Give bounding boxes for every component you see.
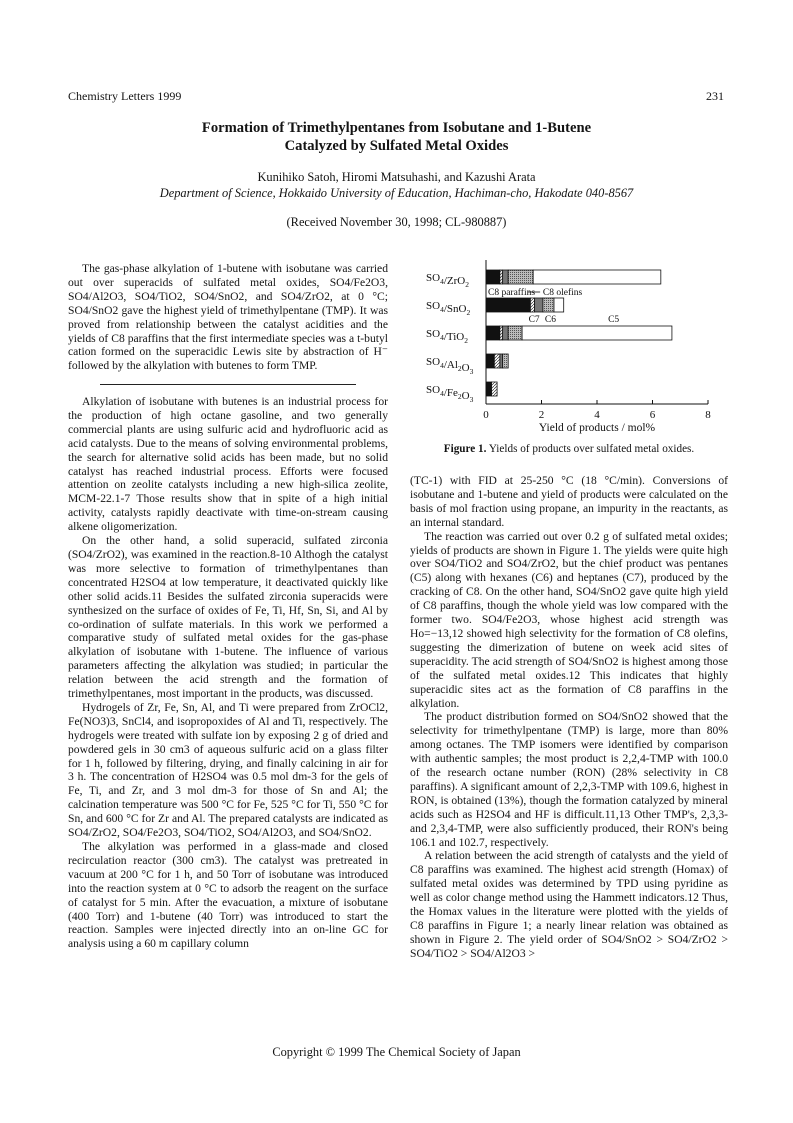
x-tick-label: 2	[538, 409, 545, 421]
category-label: $SO_4/Fe_2O_3$	[426, 384, 474, 404]
bar-segment	[535, 298, 543, 312]
bar-segment	[500, 270, 503, 284]
annotation-c5: C5	[608, 315, 620, 325]
x-tick-label: 4	[594, 409, 600, 421]
figure-1-chart	[410, 260, 728, 435]
body-paragraph: (TC-1) with FID at 25-250 °C (18 °C/min). Conversions of isobutane and 1-butene and yield of products were calculated on the basis of mol fraction using propane, an impurity in the reactants, as an internal standard.	[410, 474, 728, 529]
bar-segment	[486, 354, 494, 368]
bar-segment	[554, 298, 564, 312]
category-label: $SO_4/TiO_2$	[426, 328, 468, 345]
x-tick-label: 6	[649, 409, 656, 421]
body-paragraph: On the other hand, a solid superacid, sulfated zirconia (SO4/ZrO2), was examined in the reaction.8-10 Althogh the catalyst was more selective to formation of trimethylpentanes than concentrated H2SO4 at low temperature, it deactivated quickly like other solid acids.11 Besides the sulfated zirconia superacids were synthesized on the surface of oxides of Fe, Ti, Hf, Sn, Si, and Al by co-ordination of sulfate materials. In this work we performed a comparative study of sulfated metal oxides for the gas-phase alkylation of isobutane with 1-butene. The influence of various parameters affecting the alkylation was studied; in particular the relation between the acid strength and the formation of trimethylpentanes, most important in the products, was discussed.	[68, 534, 388, 701]
category-label: $SO_4/Al_2O_3$	[426, 356, 474, 376]
affiliation: Department of Science, Hokkaido University of Education, Hachiman-cho, Hakodate 040-8567	[159, 186, 634, 200]
bar-segment	[508, 270, 533, 284]
bar-segment	[503, 270, 509, 284]
abstract	[68, 262, 388, 373]
body-paragraph: A relation between the acid strength of catalysts and the yield of C8 paraffins was examined. The highest acid strength (Homax) of sulfated metal oxides was determined by TPD using pyridine as well as color change method using the Hammett indicators.12 Thus, the Homax values in the literature were plotted with the yields of C8 paraffins in Figure 1; a nearly linear relation was obtained as shown in Figure 2. The yield order of SO4/SnO2 > SO4/ZrO2 > SO4/TiO2 > SO4/Al2O3 >	[410, 849, 728, 960]
annotation-c8-paraffins: C8 paraffins	[488, 288, 536, 298]
abstract-text: The gas-phase alkylation of 1-butene with isobutane was carried out over superacids of sulfated metal oxides, SO4/Fe2O3, SO4/Al2O3, SO4/TiO2, SO4/SnO2, and SO4/ZrO2, at 0 °C; SO4/SnO2 gave the highest yield of trimethylpentane (TMP). It was proved from relationship between the catalyst acidities and the yields of C8 paraffins that the first intermediate species was a t-butyl cation formed on the superacidic Lewis site by abstraction of H⁻ followed by the alkylation with butenes to form TMP.	[68, 262, 388, 373]
figure-label: Figure 1.	[443, 443, 487, 455]
annotation-c6: C6	[544, 315, 556, 325]
x-axis-label: Yield of products / mol%	[538, 422, 656, 434]
annotation-c7: C7	[528, 315, 540, 325]
bar-segment	[486, 270, 500, 284]
annotation-c8-olefins: C8 olefins	[542, 288, 583, 298]
bar-segment	[543, 298, 554, 312]
journal-name: Chemistry Letters 1999	[68, 89, 182, 103]
category-label: $SO_4/ZrO_2$	[426, 272, 469, 289]
body-paragraph: The product distribution formed on SO4/SnO2 showed that the selectivity for trimethylpentane (TMP) is large, more than 80% among octanes. The TMP isomers were identified by comparison with authentic samples; the most product is 2,2,4-TMP with 100.0 of the research octane number (RON) (28% selectivity in C8 paraffins). A significant amount of 2,2,3-TMP with 109.6, highest in RON, is obtained (13%), though the formation catalyzed by mineral acids such as H2SO4 and HF is difficult.11,13 Other TMP's, 2,3,3- and 2,3,4-TMP, were also sufficiently produced, their RON's being 106.1 and 102.7, respectively.	[410, 710, 728, 849]
bar-segment	[503, 326, 509, 340]
x-tick-label: 0	[483, 409, 489, 421]
title-line-2: Catalyzed by Sulfated Metal Oxides	[284, 138, 509, 154]
bar-segment	[494, 354, 500, 368]
body-paragraph: The reaction was carried out over 0.2 g of sulfated metal oxides; yields of products are shown in Figure 1. The yields were quite high over SO4/TiO2 and SO4/ZrO2, but the chief product was pentanes (C5) along with hexanes (C6) and heptanes (C7), produced by the cracking of C8. On the other hand, SO4/SnO2 gave quite high yield of C8 paraffins, though the whole yield was low compared with the former two. SO4/Fe2O3, whose highest acid strength was Ho=−13,12 showed high selectivity for the formation of C8 olefins, suggesting the dimerization of butene on week acid sites of superacidity. The acid strength of SO4/SnO2 is highest among those of the sulfated metal oxides.12 This indicates that highly superacidic sites act as the formation of C8 paraffins in the alkylation.	[410, 529, 728, 710]
x-tick-label: 8	[705, 409, 711, 421]
figure-caption-text: Yields of products over sulfated metal oxides.	[488, 443, 695, 455]
received-date: (Received November 30, 1998; CL-980887)	[286, 215, 507, 229]
body-paragraph: Hydrogels of Zr, Fe, Sn, Al, and Ti were prepared from ZrOCl2, Fe(NO3)3, SnCl4, and isopropoxides of Al and Ti, respectively. The hydrogels were treated with sulfate ion by exposing 2 g of dried and powdered gels in 30 cm3 of aqueous sulfuric acid on a glass filter for 1 h, followed by filtering, drying, and finally calcining in air for 3 h. The concentration of H2SO4 was 0.5 mol dm-3 for the gels of Fe, Ti, and Zr, and 3 mol dm-3 for those of Sn and Al; the calcination temperature was 500 °C for Fe, 525 °C for Ti, 550 °C for Sn, and 600 °C for Zr and Al. The prepared catalysts are indicated as SO4/ZrO2, SO4/Fe2O3, SO4/TiO2, SO4/Al2O3, and SO4/SnO2.	[68, 700, 388, 840]
bar-segment	[508, 326, 522, 340]
article-title	[0, 119, 793, 155]
bar-segment	[500, 354, 503, 368]
bar-segment	[492, 382, 498, 396]
body-paragraph: The alkylation was performed in a glass-made and closed recirculation reactor (300 cm3). The catalyst was pretreated in vacuum at 200 °C for 1 h, and 50 Torr of isobutane was introduced into the reaction system at 0 °C to adsorb the reagent on the surface of catalyst for 5 min. After the evacuation, a mixture of isobutane (400 Torr) and 1-butene (40 Torr) was introduced to start the reaction. Samples were injected directly into an on-line GC for analysis using a 60 m capillary column	[68, 840, 388, 951]
category-label: $SO_4/SnO_2$	[426, 300, 471, 317]
bar-segment	[533, 270, 661, 284]
bar-segment	[500, 326, 503, 340]
bar-chart-svg	[410, 260, 728, 435]
bar-segment	[522, 326, 672, 340]
title-line-1: Formation of Trimethylpentanes from Isobutane and 1-Butene	[201, 120, 592, 136]
figure-caption	[410, 443, 728, 455]
body-paragraph: Alkylation of isobutane with butenes is an industrial process for the production of high octane gasoline, and two generally commercial plants are using sulfuric acid and hydrofluoric acid as acid catalysts. Due to the means of solving environmental problems, the search for alternative solid acids has been made, but no solid catalyst has reached industrial process. Efforts were focused attention on zeolite catalysts including a new high-silica zeolite, MCM-22.1-7 Those results show that in spite of a high initial activity, catalysts rapidly deactivate with time-on-stream causing alkene oligomerization.	[68, 395, 388, 534]
bar-segment	[503, 354, 509, 368]
section-divider	[100, 384, 356, 385]
bar-segment	[486, 326, 500, 340]
page-number: 231	[706, 89, 724, 103]
left-column-body	[68, 395, 388, 951]
bar-segment	[486, 382, 492, 396]
right-column-body	[410, 474, 728, 961]
bar-segment	[530, 298, 534, 312]
author-list: Kunihiko Satoh, Hiromi Matsuhashi, and Kazushi Arata	[257, 170, 536, 184]
copyright-footer: Copyright © 1999 The Chemical Society of Japan	[272, 1045, 521, 1059]
bar-segment	[486, 298, 530, 312]
